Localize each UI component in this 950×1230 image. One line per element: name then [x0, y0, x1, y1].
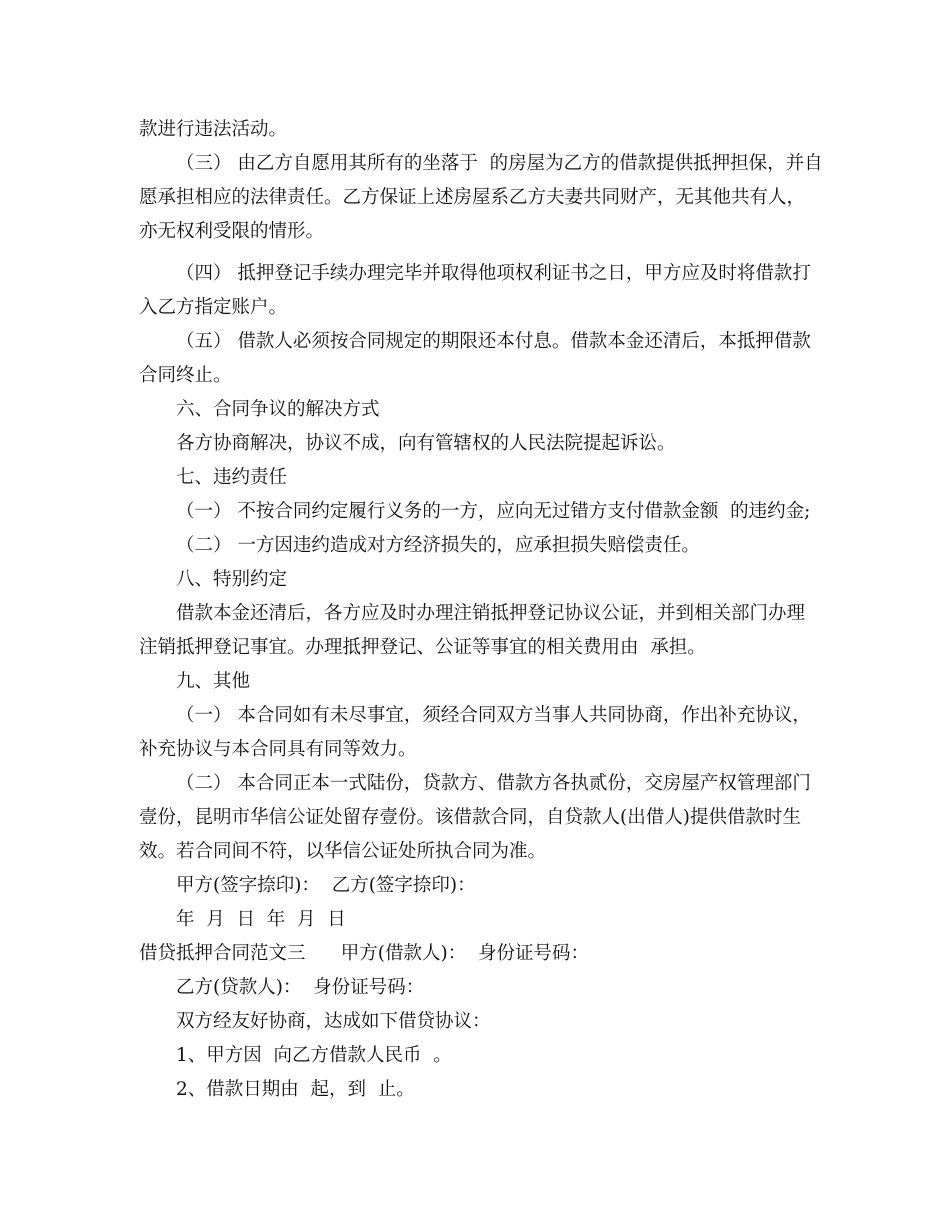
text-line: （五） 借款人必须按合同规定的期限还本付息。借款本金还清后，本抵押借款 — [176, 331, 811, 352]
text-line: 2、借款日期由 起，到 止。 — [176, 1079, 415, 1100]
text-line: （二） 一方因违约造成对方经济损失的，应承担损失赔偿责任。 — [176, 535, 700, 556]
text-line: 注销抵押登记事宜。办理抵押登记、公证等事宜的相关费用由 承担。 — [139, 637, 706, 658]
text-line: 壹份，昆明市华信公证处留存壹份。该借款合同，自贷款人(出借人)提供借款时生 — [139, 807, 801, 828]
text-line: 合同终止。 — [139, 365, 232, 386]
text-line: （一） 不按合同约定履行义务的一方，应向无过错方支付借款金额 的违约金; — [176, 501, 811, 522]
text-line: 借款本金还清后，各方应及时办理注销抵押登记协议公证，并到相关部门办理 — [176, 603, 806, 624]
signature-line: 甲方(签字捺印)： 乙方(签字捺印)： — [176, 875, 476, 896]
section-heading: 六、合同争议的解决方式 — [176, 399, 380, 420]
section-heading: 七、违约责任 — [176, 467, 288, 488]
date-line: 年 月 日 年 月 日 — [176, 909, 346, 930]
text-line: 乙方(贷款人)： 身份证号码： — [176, 977, 425, 998]
text-line: 双方经友好协商，达成如下借贷协议： — [176, 1011, 491, 1032]
text-line: 补充协议与本合同具有同等效力。 — [139, 739, 417, 760]
text-line: 亦无权利受限的情形。 — [139, 221, 325, 242]
text-line: （二） 本合同正本一式陆份，贷款方、借款方各执贰份，交房屋产权管理部门 — [176, 773, 811, 794]
contract-title-line: 借贷抵押合同范文三 甲方(借款人)： 身份证号码： — [139, 943, 589, 964]
text-line: 各方协商解决，协议不成，向有管辖权的人民法院提起诉讼。 — [176, 433, 676, 454]
text-line: 入乙方指定账户。 — [139, 297, 288, 318]
section-heading: 九、其他 — [176, 671, 251, 692]
text-line: （三） 由乙方自愿用其所有的坐落于 的房屋为乙方的借款提供抵押担保，并自 — [176, 153, 823, 174]
text-line: （一） 本合同如有未尽事宜，须经合同双方当事人共同协商，作出补充协议， — [176, 705, 811, 726]
section-heading: 八、特别约定 — [176, 569, 288, 590]
text-line: 款进行违法活动。 — [139, 119, 288, 140]
text-line: （四） 抵押登记手续办理完毕并取得他项权利证书之日，甲方应及时将借款打 — [176, 263, 811, 284]
text-line: 1、甲方因 向乙方借款人民币 。 — [176, 1045, 452, 1066]
text-line: 效。若合同间不符，以华信公证处所执合同为准。 — [139, 841, 547, 862]
text-line: 愿承担相应的法律责任。乙方保证上述房屋系乙方夫妻共同财产，无其他共有人， — [139, 187, 806, 208]
